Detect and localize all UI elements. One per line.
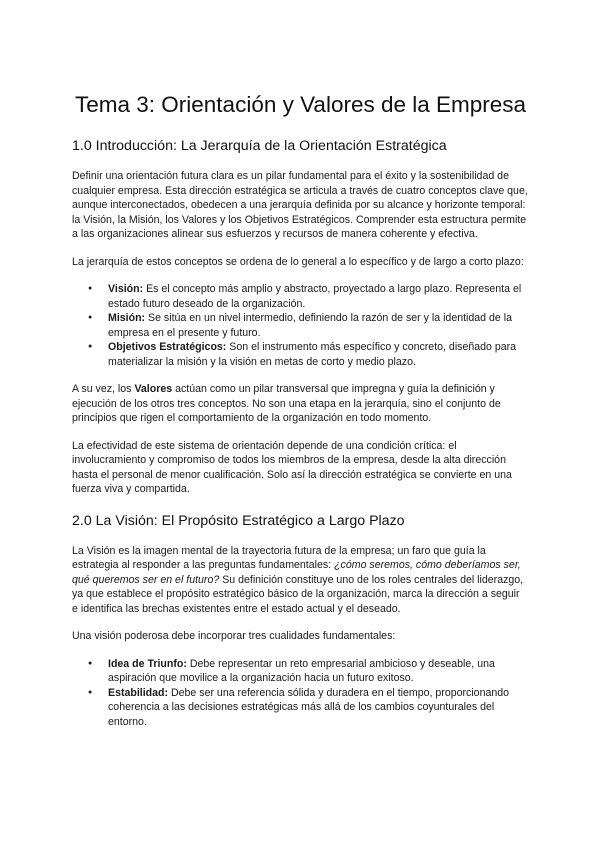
list-item-term: Idea de Triunfo: xyxy=(108,657,187,670)
italic-question: ¿cómo seremos, cómo deberíamos ser, qué queremos ser en el futuro? xyxy=(72,559,521,586)
section-2-paragraph-1 xyxy=(72,544,528,617)
list-item-term: Objetivos Estratégicos: xyxy=(108,341,227,353)
qualities-list xyxy=(72,657,528,730)
text-span: La Visión es la imagen mental de la trayectoria futura de la empresa; un faro que guía la estrategia al responder a las preguntas fundamentales: xyxy=(72,544,486,571)
bold-term: Valores xyxy=(134,383,173,395)
text-span: actúan como un pilar transversal que impregna y guía la definición y ejecución de los otros tres conceptos. No son una etapa en la jerarquía, sino el conjunto de principios que rigen el comportamiento de la organización en todo momento. xyxy=(72,383,501,424)
document-page xyxy=(72,92,528,742)
list-item xyxy=(108,340,528,369)
list-item xyxy=(108,686,528,730)
section-2-paragraph-2: Una visión poderosa debe incorporar tres cualidades fundamentales: xyxy=(72,630,396,642)
section-1-paragraph-4: La efectividad de este sistema de orientación depende de una condición crítica: el involucramiento y compromiso de todos los miembros de la empresa, desde la alta dirección hasta el personal de menor cualificación. Solo así la dirección estratégica se convierte en una fuerza viva y compartida. xyxy=(72,439,512,495)
list-item-term: Visión: xyxy=(108,283,144,295)
list-item-term: Estabilidad: xyxy=(108,686,169,699)
section-1-heading: 1.0 Introducción: La Jerarquía de la Orientación Estratégica xyxy=(72,138,447,154)
section-1-paragraph-2: La jerarquía de estos conceptos se ordena de lo general a lo específico y de largo a corto plazo: xyxy=(72,255,524,268)
list-item-text: Es el concepto más amplio y abstracto, proyectado a largo plazo. Representa el estado futuro deseado de la organización. xyxy=(108,283,522,310)
section-1-paragraph-1: Definir una orientación futura clara es un pilar fundamental para el éxito y la sostenibilidad de cualquier empresa. Esta dirección estratégica se articula a través de cuatro conceptos clave que, aunque interconectados, obedecen a una jerarquía definida por su alcance y horizonte temporal: la Visión, la Misión, los Valores y los Objetivos Estratégicos. Comprender esta estructura permite a las organizaciones alinear sus esfuerzos y recursos de manera coherente y efectiva. xyxy=(72,170,528,240)
list-item-text: Debe ser una referencia sólida y duradera en el tiempo, proporcionando coherencia a las decisiones estratégicas más allá de los cambios coyunturales del entorno. xyxy=(108,686,510,728)
document-title: Tema 3: Orientación y Valores de la Empresa xyxy=(75,92,527,117)
section-1-paragraph-3 xyxy=(72,382,528,426)
list-item-text: Debe representar un reto empresarial ambicioso y deseable, una aspiración que movilice a la organización hacia un futuro exitoso. xyxy=(108,657,495,684)
hierarchy-list xyxy=(72,282,528,369)
section-2-heading: 2.0 La Visión: El Propósito Estratégico a Largo Plazo xyxy=(72,512,405,529)
text-span: Su definición constituye uno de los roles centrales del liderazgo, ya que establece el propósito estratégico básico de la organización, marca la dirección a seguir e identifica las brechas existentes entre el estado actual y el deseado. xyxy=(72,573,524,615)
list-item-text: Son el instrumento más específico y concreto, diseñado para materializar la misión y la visión en metas de corto y medio plazo. xyxy=(108,341,517,368)
text-span: A su vez, los xyxy=(72,383,132,395)
list-item xyxy=(108,282,528,311)
list-item-text: Se sitúa en un nivel intermedio, definiendo la razón de ser y la identidad de la empresa en el presente y futuro. xyxy=(108,312,512,339)
list-item xyxy=(108,657,528,686)
list-item-term: Misión: xyxy=(108,312,146,324)
list-item xyxy=(108,311,528,340)
